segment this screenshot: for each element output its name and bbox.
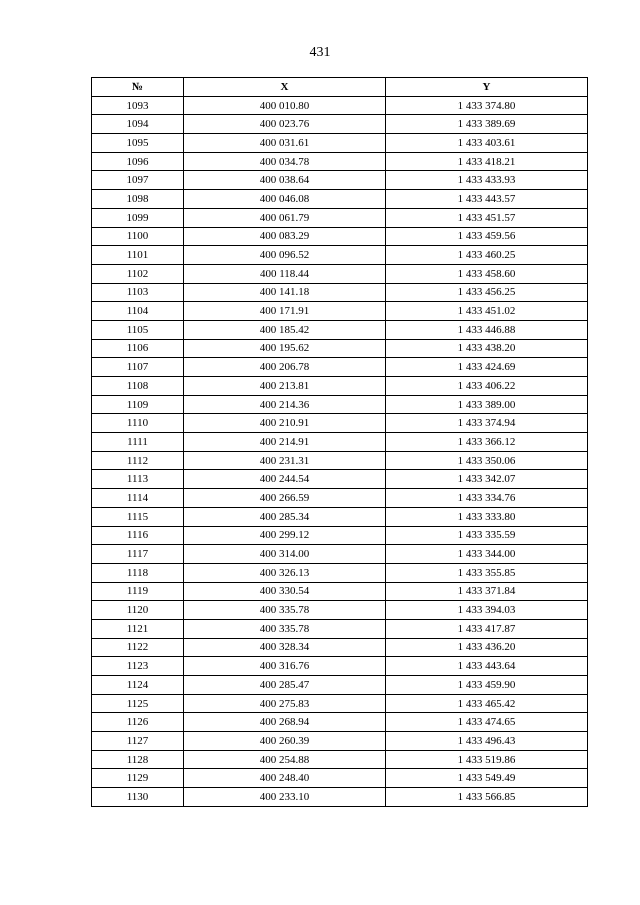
cell-number: 1117 [92, 545, 184, 564]
cell-x: 400 214.91 [184, 433, 386, 452]
cell-y: 1 433 451.02 [386, 302, 588, 321]
table-header-row [92, 78, 588, 97]
cell-y: 1 433 342.07 [386, 470, 588, 489]
cell-x: 400 206.78 [184, 358, 386, 377]
cell-x: 400 254.88 [184, 750, 386, 769]
cell-y: 1 433 566.85 [386, 788, 588, 807]
table-row [92, 769, 588, 788]
table-row [92, 750, 588, 769]
cell-y: 1 433 424.69 [386, 358, 588, 377]
cell-number: 1123 [92, 657, 184, 676]
cell-number: 1096 [92, 152, 184, 171]
cell-number: 1094 [92, 115, 184, 134]
cell-number: 1099 [92, 208, 184, 227]
header-y: Y [386, 78, 588, 97]
table-row [92, 227, 588, 246]
cell-x: 400 260.39 [184, 732, 386, 751]
cell-x: 400 031.61 [184, 134, 386, 153]
cell-x: 400 285.47 [184, 676, 386, 695]
cell-number: 1121 [92, 619, 184, 638]
cell-y: 1 433 418.21 [386, 152, 588, 171]
table-row [92, 657, 588, 676]
cell-y: 1 433 350.06 [386, 451, 588, 470]
header-number: № [92, 78, 184, 97]
table-row [92, 694, 588, 713]
cell-x: 400 195.62 [184, 339, 386, 358]
table-row [92, 638, 588, 657]
cell-x: 400 185.42 [184, 320, 386, 339]
cell-x: 400 314.00 [184, 545, 386, 564]
cell-x: 400 141.18 [184, 283, 386, 302]
cell-number: 1107 [92, 358, 184, 377]
cell-x: 400 335.78 [184, 601, 386, 620]
cell-y: 1 433 443.64 [386, 657, 588, 676]
cell-x: 400 268.94 [184, 713, 386, 732]
table-row [92, 619, 588, 638]
cell-y: 1 433 417.87 [386, 619, 588, 638]
cell-number: 1125 [92, 694, 184, 713]
cell-y: 1 433 456.25 [386, 283, 588, 302]
cell-x: 400 023.76 [184, 115, 386, 134]
cell-number: 1130 [92, 788, 184, 807]
cell-x: 400 275.83 [184, 694, 386, 713]
table-row [92, 470, 588, 489]
cell-number: 1124 [92, 676, 184, 695]
cell-y: 1 433 474.65 [386, 713, 588, 732]
cell-x: 400 335.78 [184, 619, 386, 638]
cell-number: 1103 [92, 283, 184, 302]
cell-x: 400 046.08 [184, 190, 386, 209]
cell-number: 1104 [92, 302, 184, 321]
cell-x: 400 285.34 [184, 507, 386, 526]
cell-number: 1101 [92, 246, 184, 265]
table-row [92, 414, 588, 433]
cell-number: 1106 [92, 339, 184, 358]
table-row [92, 451, 588, 470]
cell-y: 1 433 460.25 [386, 246, 588, 265]
cell-y: 1 433 519.86 [386, 750, 588, 769]
cell-x: 400 248.40 [184, 769, 386, 788]
cell-number: 1122 [92, 638, 184, 657]
cell-x: 400 083.29 [184, 227, 386, 246]
cell-number: 1097 [92, 171, 184, 190]
cell-y: 1 433 371.84 [386, 582, 588, 601]
cell-number: 1112 [92, 451, 184, 470]
cell-x: 400 326.13 [184, 563, 386, 582]
table-row [92, 526, 588, 545]
cell-number: 1093 [92, 96, 184, 115]
cell-x: 400 233.10 [184, 788, 386, 807]
table-row [92, 283, 588, 302]
cell-number: 1116 [92, 526, 184, 545]
table-row [92, 601, 588, 620]
cell-number: 1105 [92, 320, 184, 339]
table-row [92, 152, 588, 171]
cell-number: 1109 [92, 395, 184, 414]
cell-x: 400 328.34 [184, 638, 386, 657]
cell-y: 1 433 446.88 [386, 320, 588, 339]
table-row [92, 395, 588, 414]
cell-x: 400 299.12 [184, 526, 386, 545]
table-row [92, 358, 588, 377]
cell-x: 400 213.81 [184, 377, 386, 396]
cell-x: 400 061.79 [184, 208, 386, 227]
cell-number: 1126 [92, 713, 184, 732]
cell-y: 1 433 459.90 [386, 676, 588, 695]
cell-y: 1 433 459.56 [386, 227, 588, 246]
table-row [92, 190, 588, 209]
cell-y: 1 433 374.94 [386, 414, 588, 433]
table-row [92, 264, 588, 283]
cell-y: 1 433 451.57 [386, 208, 588, 227]
cell-y: 1 433 403.61 [386, 134, 588, 153]
cell-number: 1098 [92, 190, 184, 209]
cell-y: 1 433 344.00 [386, 545, 588, 564]
table-row [92, 713, 588, 732]
cell-y: 1 433 496.43 [386, 732, 588, 751]
cell-y: 1 433 549.49 [386, 769, 588, 788]
cell-number: 1119 [92, 582, 184, 601]
cell-x: 400 330.54 [184, 582, 386, 601]
cell-y: 1 433 458.60 [386, 264, 588, 283]
cell-y: 1 433 433.93 [386, 171, 588, 190]
table-row [92, 676, 588, 695]
table-row [92, 134, 588, 153]
table-row [92, 339, 588, 358]
cell-y: 1 433 394.03 [386, 601, 588, 620]
table-row [92, 582, 588, 601]
cell-y: 1 433 366.12 [386, 433, 588, 452]
table-row [92, 377, 588, 396]
cell-y: 1 433 374.80 [386, 96, 588, 115]
table-row [92, 208, 588, 227]
table-row [92, 489, 588, 508]
cell-y: 1 433 389.00 [386, 395, 588, 414]
cell-x: 400 231.31 [184, 451, 386, 470]
cell-number: 1128 [92, 750, 184, 769]
cell-y: 1 433 406.22 [386, 377, 588, 396]
cell-x: 400 118.44 [184, 264, 386, 283]
cell-x: 400 038.64 [184, 171, 386, 190]
header-x: X [184, 78, 386, 97]
cell-x: 400 316.76 [184, 657, 386, 676]
cell-number: 1111 [92, 433, 184, 452]
cell-x: 400 210.91 [184, 414, 386, 433]
cell-x: 400 034.78 [184, 152, 386, 171]
cell-number: 1108 [92, 377, 184, 396]
table-row [92, 545, 588, 564]
cell-x: 400 010.80 [184, 96, 386, 115]
cell-number: 1110 [92, 414, 184, 433]
cell-number: 1113 [92, 470, 184, 489]
table-row [92, 171, 588, 190]
table-row [92, 246, 588, 265]
cell-x: 400 096.52 [184, 246, 386, 265]
cell-number: 1102 [92, 264, 184, 283]
table-row [92, 115, 588, 134]
cell-x: 400 244.54 [184, 470, 386, 489]
cell-y: 1 433 333.80 [386, 507, 588, 526]
cell-number: 1114 [92, 489, 184, 508]
coordinates-table [91, 77, 588, 807]
table-body [92, 96, 588, 806]
cell-y: 1 433 436.20 [386, 638, 588, 657]
cell-y: 1 433 443.57 [386, 190, 588, 209]
cell-y: 1 433 335.59 [386, 526, 588, 545]
table-row [92, 788, 588, 807]
table-row [92, 732, 588, 751]
cell-y: 1 433 355.85 [386, 563, 588, 582]
table-row [92, 563, 588, 582]
cell-number: 1115 [92, 507, 184, 526]
page-number: 431 [309, 45, 331, 60]
table-row [92, 302, 588, 321]
cell-y: 1 433 438.20 [386, 339, 588, 358]
cell-number: 1095 [92, 134, 184, 153]
cell-y: 1 433 465.42 [386, 694, 588, 713]
table-row [92, 433, 588, 452]
cell-number: 1118 [92, 563, 184, 582]
table-row [92, 320, 588, 339]
cell-y: 1 433 389.69 [386, 115, 588, 134]
cell-number: 1127 [92, 732, 184, 751]
cell-y: 1 433 334.76 [386, 489, 588, 508]
table-row [92, 96, 588, 115]
cell-x: 400 266.59 [184, 489, 386, 508]
cell-x: 400 171.91 [184, 302, 386, 321]
cell-x: 400 214.36 [184, 395, 386, 414]
cell-number: 1120 [92, 601, 184, 620]
cell-number: 1129 [92, 769, 184, 788]
table-row [92, 507, 588, 526]
cell-number: 1100 [92, 227, 184, 246]
